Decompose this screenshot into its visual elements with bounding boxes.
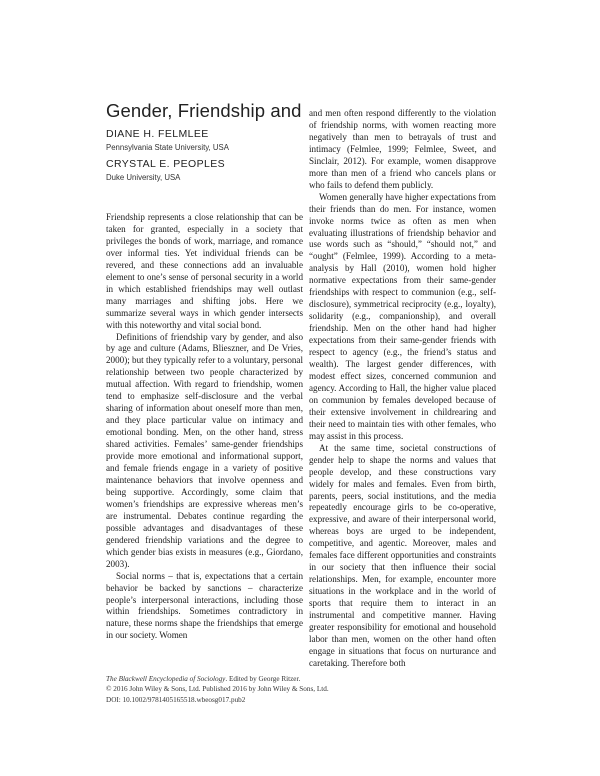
author-affiliation-1: Pennsylvania State University, USA [106, 143, 229, 152]
author-name-1: DIANE H. FELMLEE [106, 128, 209, 140]
article-title: Gender, Friendship and [106, 100, 302, 121]
doi-line: DOI: 10.1002/9781405165518.wbeosg017.pub2 [106, 695, 246, 704]
page-footer [106, 674, 506, 705]
author-name-2: CRYSTAL E. PEOPLES [106, 158, 226, 170]
copyright-line: © 2016 John Wiley & Sons, Ltd. Published 2016 by John Wiley & Sons, Ltd. [106, 685, 329, 694]
citation-line [106, 674, 506, 684]
paragraph: Definitions of friendship vary by gender, and also by age and culture (Adams, Blieszner, and De Vries, 2000); but they typically refer to a voluntary, personal relationship between two people characterized by mutual affection. With regard to friendship, women tend to emphasize self-disclosure and the verbal sharing of information about oneself more than men, and they place particular value on intimacy and emotional bonding. Men, on the other hand, stress shared activities. Females’ same-gender friendships provide more emotional and informational support, and female friends engage in a variety of positive maintenance behaviors that involve openness and being supportive. Accordingly, some claim that women’s friendships are expressive whereas men’s are instrumental. Debates continue regarding the possible advantages and disadvantages of these gendered friendship variations and the degree to which gender bias exists in measures (e.g., Giordano, 2003). [106, 331, 303, 569]
body-column-right [309, 108, 496, 670]
paragraph: Friendship represents a close relationship that can be taken for granted, especially in a society that privileges the bonds of work, marriage, and romance over informal ties. Yet individual friends can be revered, and these connections add an invaluable element to one’s sense of personal security in a world in which established friendships may well outlast many marriages and shifting jobs. Here we summarize several ways in which gender intersects with this noteworthy and vital social bond. [106, 212, 303, 330]
body-column-left [106, 212, 303, 642]
paragraph: Social norms – that is, expectations that a certain behavior be backed by sanctions – characterize people’s interpersonal interactions, including those within friendships. Sometimes contradictory in nature, these norms shape the friendships that emerge in our society. Women [106, 570, 303, 641]
paragraph: At the same time, societal constructions of gender help to shape the norms and values that people develop, and these constructions vary widely for males and females. Even from birth, parents, peers, social institutions, and the media repeatedly encourage girls to be co-operative, expressive, and aware of their interpersonal world, whereas boys are urged to be independent, competitive, and agentic. Moreover, males and females face different opportunities and constraints in our society that then influence their social relationships. Men, for example, encounter more situations in the workplace and in the world of sports that require them to interact in an instrumental and competitive manner. Having greater responsibility for emotional and household labor than men, women on the other hand often engage in situations that focus on nurturance and caretaking. Therefore both [309, 442, 496, 668]
author-affiliation-2: Duke University, USA [106, 173, 181, 182]
paragraph: and men often respond differently to the violation of friendship norms, with women reacting more negatively than men to betrayals of trust and intimacy (Felmlee, 1999; Felmlee, Sweet, and Sinclair, 2012). For example, women disapprove more than men of a friend who cancels plans or who fails to defend them publicly. [309, 108, 496, 190]
encyclopedia-title: The Blackwell Encyclopedia of Sociology [106, 675, 226, 683]
citation-editor: . Edited by George Ritzer. [225, 675, 301, 683]
paragraph: Women generally have higher expectations from their friends than do men. For instance, women invoke norms twice as often as men when evaluating illustrations of friendship behavior and use words such as “should,” “should not,” and “ought” (Felmlee, 1999). According to a meta-analysis by Hall (2010), women hold higher normative expectations from their same-gender friendships with respect to communion (e.g., self-disclosure), symmetrical reciprocity (e.g., loyalty), solidarity (e.g., companionship), and overall friendship. Men on the other hand had higher expectations from their same-gender friends with respect to agency (e.g., the friend’s status and wealth). The largest gender differences, with modest effect sizes, concerned communion and agency. According to Hall, the higher value placed on communion by females developed because of their extensive involvement in childrearing and their need to maintain ties with other females, who may assist in this process. [309, 191, 496, 441]
